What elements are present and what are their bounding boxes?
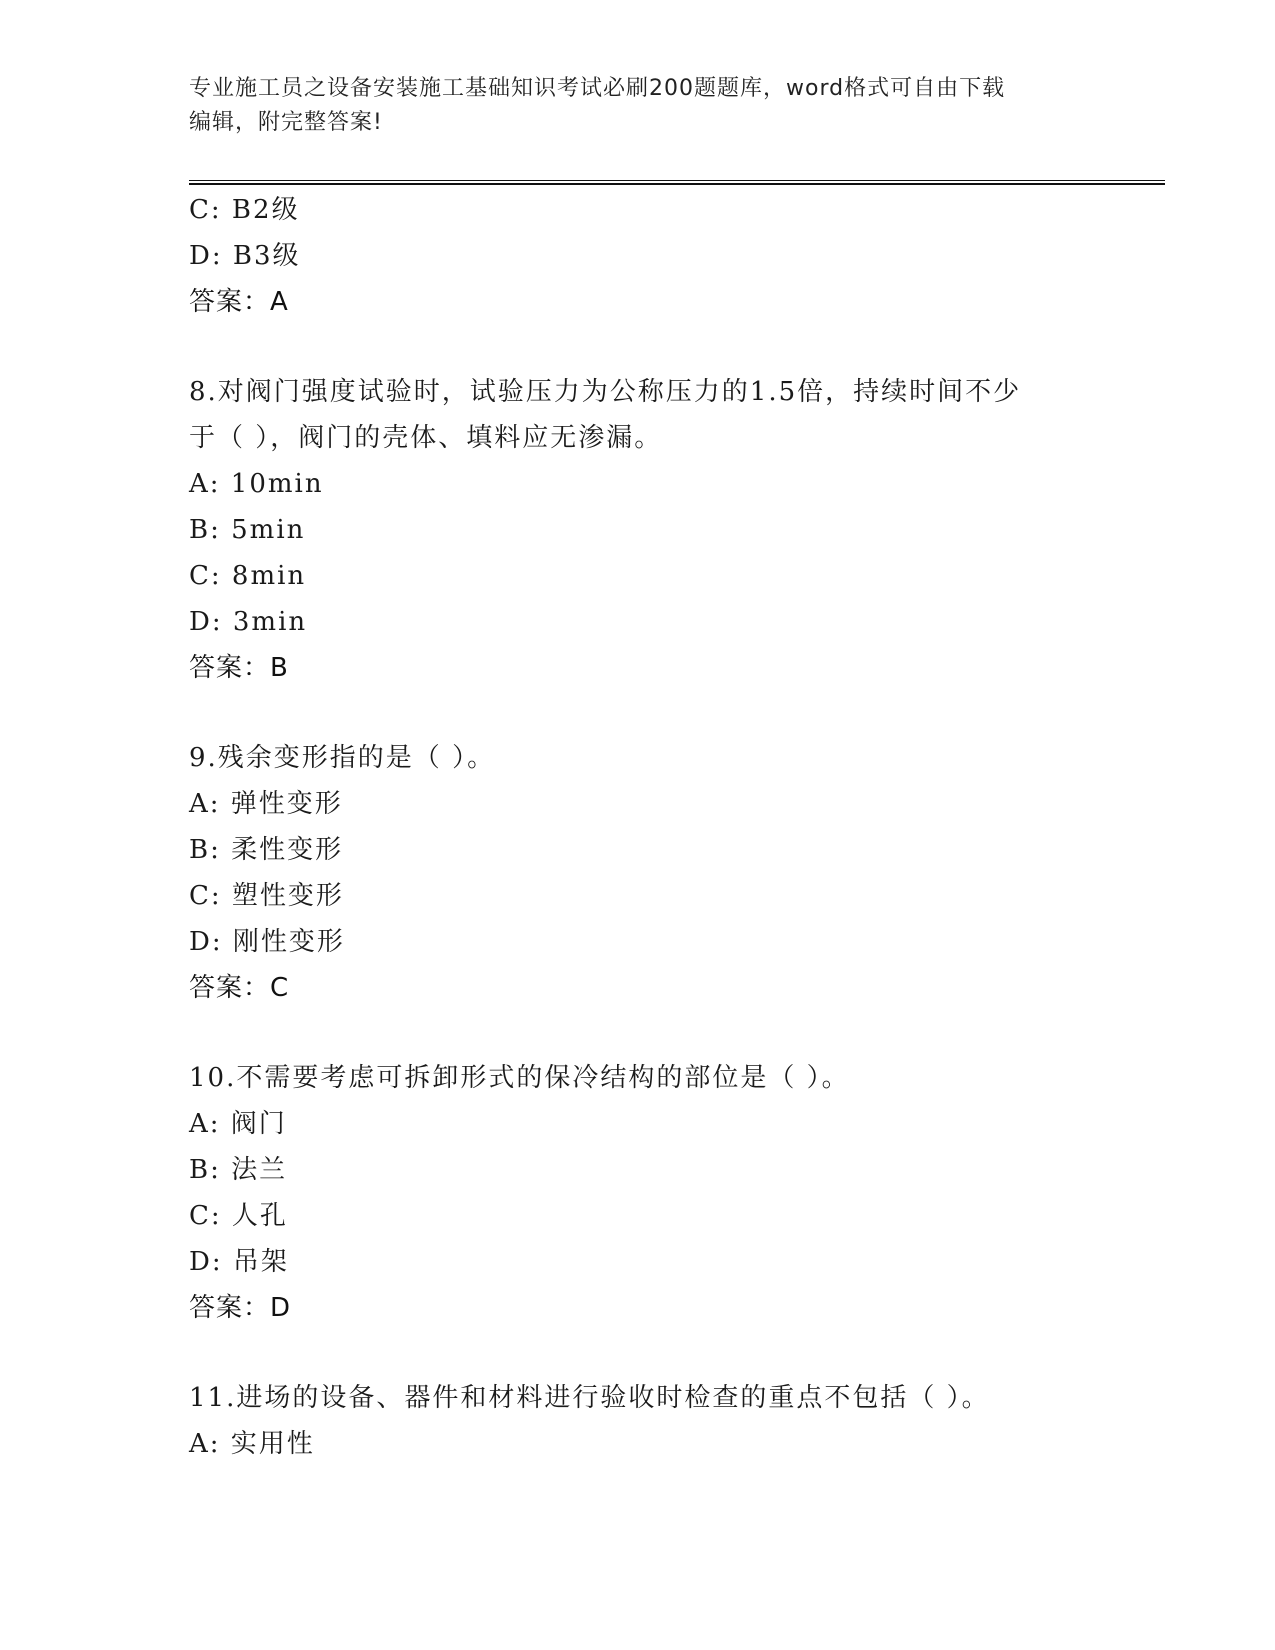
question-8 [189, 369, 1149, 691]
option-b: B: 柔性变形 [189, 835, 344, 865]
question-stem-line: 于（ ），阀门的壳体、填料应无渗漏。 [189, 423, 663, 453]
option-d: D: 刚性变形 [189, 927, 345, 957]
option-d: D: 3min [189, 607, 308, 637]
option-d: D: 吊架 [189, 1247, 289, 1277]
question-stem-line: 10.不需要考虑可拆卸形式的保冷结构的部位是（ ）。 [189, 1063, 850, 1093]
answer-line: 答案：B [189, 653, 289, 683]
question-stem-line: 8.对阀门强度试验时，试验压力为公称压力的1.5倍，持续时间不少 [189, 377, 1022, 407]
option-d: D: B3级 [189, 241, 301, 271]
header-title-line-1: 专业施工员之设备安装施工基础知识考试必刷200题题库，word格式可自由下载 [189, 76, 1006, 101]
question-stem-line: 11.进场的设备、器件和材料进行验收时检查的重点不包括（ ）。 [189, 1383, 990, 1413]
option-c: C: 塑性变形 [189, 881, 344, 911]
header-title-line-2: 编辑，附完整答案! [189, 110, 383, 135]
header-divider [189, 180, 1165, 185]
question-10 [189, 1055, 1149, 1331]
question-stem-line: 9.残余变形指的是（ ）。 [189, 743, 496, 773]
option-a: A: 弹性变形 [189, 789, 343, 819]
answer-line: 答案：A [189, 287, 289, 317]
answer-line: 答案：C [189, 973, 290, 1003]
question-11 [189, 1375, 1149, 1467]
option-c: C: 人孔 [189, 1201, 288, 1231]
question-7-continuation [189, 187, 1149, 325]
option-b: B: 法兰 [189, 1155, 288, 1185]
option-a: A: 实用性 [189, 1429, 315, 1459]
option-a: A: 阀门 [189, 1109, 287, 1139]
option-c: C: B2级 [189, 195, 300, 225]
answer-line: 答案：D [189, 1293, 292, 1323]
question-9 [189, 735, 1149, 1011]
option-a: A: 10min [189, 469, 324, 499]
question-list [189, 187, 1149, 1467]
option-c: C: 8min [189, 561, 307, 591]
option-b: B: 5min [189, 515, 306, 545]
document-header [189, 72, 1089, 140]
